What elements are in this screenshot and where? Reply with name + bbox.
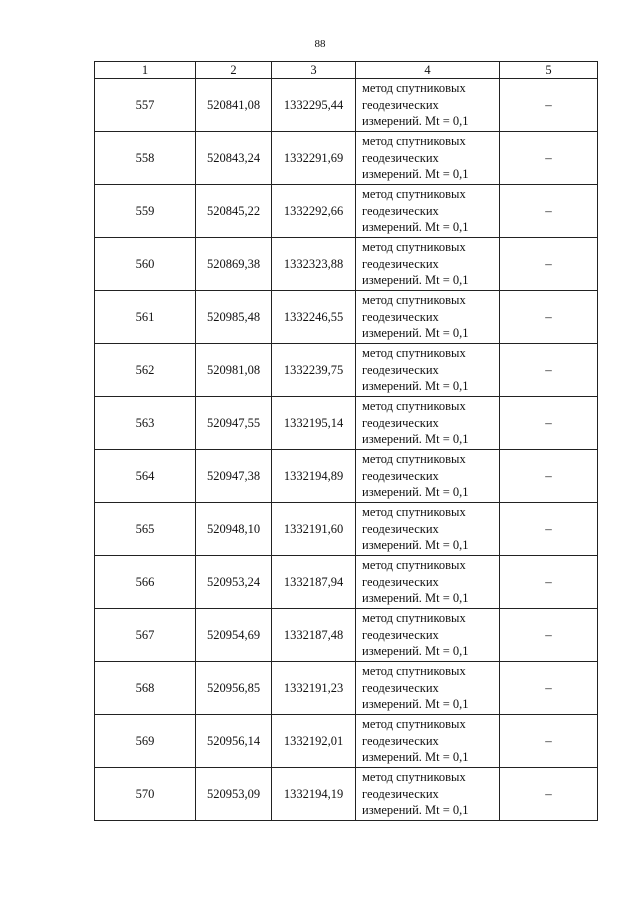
method-line: геодезических [362,680,439,695]
table-row [95,291,598,344]
y-coordinate-cell: 1332295,44 [272,79,356,132]
method-line: геодезических [362,733,439,748]
table-row [95,450,598,503]
x-coordinate-cell: 520981,08 [196,344,272,397]
method-line: измерений. Mt = 0,1 [362,114,469,129]
y-coordinate-cell: 1332246,55 [272,291,356,344]
method-line: измерений. Mt = 0,1 [362,432,469,447]
point-number-cell: 568 [95,662,196,715]
x-coordinate-cell: 520953,09 [196,768,272,821]
x-coordinate-cell: 520947,55 [196,397,272,450]
y-coordinate-cell: 1332187,94 [272,556,356,609]
x-coordinate-cell: 520954,69 [196,609,272,662]
note-cell: – [500,503,598,556]
method-cell [356,556,500,609]
method-line: измерений. Mt = 0,1 [362,379,469,394]
method-line: метод спутниковых [362,399,466,414]
point-number-cell: 569 [95,715,196,768]
point-number-cell: 570 [95,768,196,821]
method-line: геодезических [362,97,439,112]
point-number-cell: 567 [95,609,196,662]
note-cell: – [500,79,598,132]
method-line: метод спутниковых [362,770,466,785]
method-line: геодезических [362,786,439,801]
table-row [95,503,598,556]
x-coordinate-cell: 520947,38 [196,450,272,503]
method-line: геодезических [362,150,439,165]
note-cell: – [500,291,598,344]
y-coordinate-cell: 1332239,75 [272,344,356,397]
table-body [95,79,598,821]
x-coordinate-cell: 520956,14 [196,715,272,768]
method-line: геодезических [362,521,439,536]
table-row [95,609,598,662]
method-line: измерений. Mt = 0,1 [362,591,469,606]
y-coordinate-cell: 1332191,23 [272,662,356,715]
point-number-cell: 559 [95,185,196,238]
column-header-1: 1 [95,62,196,79]
point-number-cell: 558 [95,132,196,185]
method-cell [356,715,500,768]
method-line: метод спутниковых [362,346,466,361]
table-row [95,397,598,450]
method-line: геодезических [362,203,439,218]
point-number-cell: 563 [95,397,196,450]
method-line: измерений. Mt = 0,1 [362,220,469,235]
method-cell [356,185,500,238]
method-cell [356,344,500,397]
method-cell [356,132,500,185]
table-row [95,662,598,715]
point-number-cell: 562 [95,344,196,397]
note-cell: – [500,185,598,238]
method-line: геодезических [362,627,439,642]
method-line: измерений. Mt = 0,1 [362,644,469,659]
note-cell: – [500,344,598,397]
column-header-4: 4 [356,62,500,79]
method-line: измерений. Mt = 0,1 [362,697,469,712]
y-coordinate-cell: 1332187,48 [272,609,356,662]
x-coordinate-cell: 520841,08 [196,79,272,132]
x-coordinate-cell: 520843,24 [196,132,272,185]
method-line: метод спутниковых [362,240,466,255]
table-header-row [95,62,598,79]
column-header-3: 3 [272,62,356,79]
table-row [95,238,598,291]
point-number-cell: 557 [95,79,196,132]
table-row [95,556,598,609]
x-coordinate-cell: 520845,22 [196,185,272,238]
y-coordinate-cell: 1332194,19 [272,768,356,821]
table-row [95,79,598,132]
note-cell: – [500,768,598,821]
y-coordinate-cell: 1332323,88 [272,238,356,291]
method-cell [356,609,500,662]
method-line: измерений. Mt = 0,1 [362,750,469,765]
method-line: геодезических [362,468,439,483]
method-line: измерений. Mt = 0,1 [362,273,469,288]
method-cell [356,291,500,344]
table-row [95,344,598,397]
point-number-cell: 560 [95,238,196,291]
column-header-2: 2 [196,62,272,79]
y-coordinate-cell: 1332192,01 [272,715,356,768]
point-number-cell: 565 [95,503,196,556]
x-coordinate-cell: 520985,48 [196,291,272,344]
method-line: геодезических [362,362,439,377]
method-line: измерений. Mt = 0,1 [362,803,469,818]
point-number-cell: 564 [95,450,196,503]
y-coordinate-cell: 1332195,14 [272,397,356,450]
method-line: метод спутниковых [362,664,466,679]
method-cell [356,768,500,821]
method-line: метод спутниковых [362,187,466,202]
point-number-cell: 561 [95,291,196,344]
note-cell: – [500,397,598,450]
method-line: метод спутниковых [362,611,466,626]
method-line: геодезических [362,574,439,589]
table-row [95,132,598,185]
method-line: измерений. Mt = 0,1 [362,485,469,500]
method-cell [356,450,500,503]
note-cell: – [500,450,598,503]
method-line: метод спутниковых [362,558,466,573]
note-cell: – [500,556,598,609]
method-line: метод спутниковых [362,293,466,308]
method-line: измерений. Mt = 0,1 [362,538,469,553]
method-cell [356,79,500,132]
note-cell: – [500,609,598,662]
x-coordinate-cell: 520956,85 [196,662,272,715]
x-coordinate-cell: 520948,10 [196,503,272,556]
x-coordinate-cell: 520869,38 [196,238,272,291]
coordinates-table [94,61,598,821]
y-coordinate-cell: 1332191,60 [272,503,356,556]
y-coordinate-cell: 1332194,89 [272,450,356,503]
method-line: геодезических [362,415,439,430]
method-line: метод спутниковых [362,717,466,732]
x-coordinate-cell: 520953,24 [196,556,272,609]
note-cell: – [500,662,598,715]
note-cell: – [500,132,598,185]
column-header-5: 5 [500,62,598,79]
method-cell [356,503,500,556]
method-line: метод спутниковых [362,81,466,96]
table-row [95,185,598,238]
method-cell [356,238,500,291]
method-cell [356,662,500,715]
method-line: геодезических [362,256,439,271]
method-line: метод спутниковых [362,134,466,149]
method-line: метод спутниковых [362,505,466,520]
y-coordinate-cell: 1332292,66 [272,185,356,238]
method-line: метод спутниковых [362,452,466,467]
method-line: измерений. Mt = 0,1 [362,326,469,341]
y-coordinate-cell: 1332291,69 [272,132,356,185]
method-line: измерений. Mt = 0,1 [362,167,469,182]
table-row [95,768,598,821]
method-line: геодезических [362,309,439,324]
method-cell [356,397,500,450]
note-cell: – [500,715,598,768]
note-cell: – [500,238,598,291]
page-number: 88 [314,38,326,50]
table-row [95,715,598,768]
point-number-cell: 566 [95,556,196,609]
